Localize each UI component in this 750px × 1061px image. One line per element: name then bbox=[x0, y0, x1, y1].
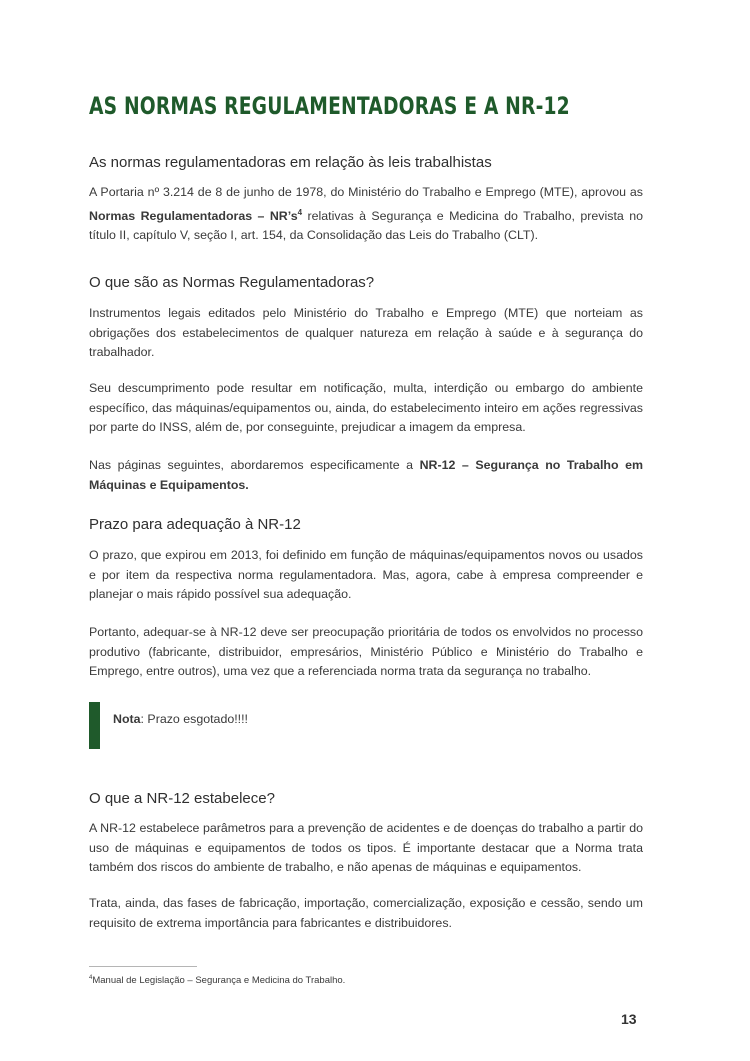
paragraph-portaria-text-b: relativas à Segurança e Medicina do Trabalho, prevista no título II, capítulo V, seção I, art. 154, da Consolidação das Leis do Trabalho (CLT). bbox=[89, 208, 643, 243]
footnote bbox=[89, 975, 345, 986]
footnote-number: 4 bbox=[89, 975, 93, 981]
paragraph-trata-ainda: Trata, ainda, das fases de fabricação, importação, comercialização, exposição e cessão, sendo um requisito de extrema importância para fabricantes e distribuidores. bbox=[89, 896, 643, 930]
note-box bbox=[113, 712, 248, 726]
paragraph-paginas-seguintes bbox=[89, 456, 643, 495]
section-heading-prazo: Prazo para adequação à NR-12 bbox=[89, 516, 301, 533]
note-label: Nota bbox=[113, 712, 141, 726]
section-heading-o-que-sao: O que são as Normas Regulamentadoras? bbox=[89, 274, 375, 291]
note-text: : Prazo esgotado!!!! bbox=[140, 712, 248, 726]
paragraph-portaria-bold: Normas Regulamentadoras – NR’s bbox=[89, 208, 298, 223]
paragraph-instrumentos: Instrumentos legais editados pelo Ministério do Trabalho e Emprego (MTE) que norteiam as obrigações dos estabelecimentos de qualquer natureza em relação à saúde e à segurança do trabalhador. bbox=[89, 306, 643, 359]
paragraph-portaria bbox=[89, 183, 643, 246]
footnote-divider bbox=[89, 966, 197, 967]
section-heading-normas-leis: As normas regulamentadoras em relação às leis trabalhistas bbox=[89, 154, 492, 171]
paragraph-nr12-parametros: A NR-12 estabelece parâmetros para a prevenção de acidentes e de doenças do trabalho a partir do uso de máquinas e equipamentos de todos os tipos. É importante destacar que a Norma trata também dos riscos do ambiente de trabalho, e não apenas de máquinas e equipamentos. bbox=[89, 821, 643, 874]
paragraph-descumprimento: Seu descumprimento pode resultar em notificação, multa, interdição ou embargo do ambiente específico, das máquinas/equipamentos ou, ainda, do estabelecimento inteiro em ações regressivas por parte do INSS, além de, por conseguinte, prejudicar a imagem da empresa. bbox=[89, 381, 643, 434]
paragraph-prazo: O prazo, que expirou em 2013, foi definido em função de máquinas/equipamentos novos ou usados e por item da respectiva norma regulamentadora. Mas, agora, cabe à empresa compreender e planejar o mais rápido possível sua adequação. bbox=[89, 548, 643, 601]
footnote-ref: 4 bbox=[297, 207, 303, 217]
note-accent-bar bbox=[89, 702, 100, 749]
footnote-text: Manual de Legislação – Segurança e Medicina do Trabalho. bbox=[92, 975, 346, 987]
paragraph-portanto: Portanto, adequar-se à NR-12 deve ser preocupação prioritária de todos os envolvidos no processo produtivo (fabricante, distribuidor, empresários, Ministério Público e Ministério do Trabalho e Emprego, entre outros), uma vez que a referenciada norma trata da segurança no trabalho. bbox=[89, 625, 643, 678]
section-heading-nr12-estabelece: O que a NR-12 estabelece? bbox=[89, 790, 275, 807]
paragraph-portaria-text-a: A Portaria nº 3.214 de 8 de junho de 1978, do Ministério do Trabalho e Emprego (MTE), aprovou as bbox=[89, 185, 643, 199]
paragraph-paginas-bold: NR-12 – Segurança no Trabalho em Máquinas e Equipamentos. bbox=[89, 458, 643, 492]
page-title: AS NORMAS REGULAMENTADORAS E A NR-12 bbox=[89, 92, 570, 120]
page-number: 13 bbox=[621, 1011, 637, 1027]
paragraph-paginas-text: Nas páginas seguintes, abordaremos especificamente a bbox=[89, 458, 420, 472]
